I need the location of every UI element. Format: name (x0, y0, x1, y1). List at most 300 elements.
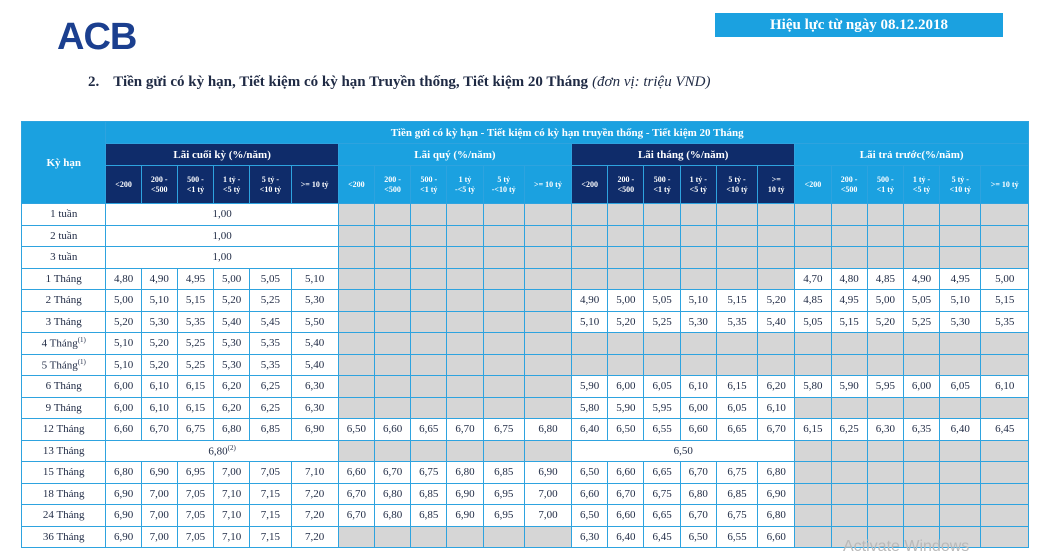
empty-cell (447, 311, 483, 333)
rate-cell: 7,10 (214, 483, 250, 505)
rate-cell: 6,90 (524, 462, 571, 484)
rate-cell: 6,90 (106, 505, 141, 527)
empty-cell (795, 247, 831, 269)
tier-header-lai-cuoi-ky-4 (250, 166, 291, 204)
tier-label: 500 - (653, 174, 671, 184)
rate-cell: 5,20 (758, 290, 795, 312)
empty-cell (831, 505, 867, 527)
empty-cell (981, 483, 1029, 505)
empty-cell (867, 483, 903, 505)
empty-cell (411, 311, 447, 333)
term-cell: 3 tuần (22, 247, 106, 269)
empty-cell (680, 247, 716, 269)
rate-cell: 6,85 (411, 483, 447, 505)
tier-label: >= (771, 174, 781, 184)
rate-cell: 6,85 (411, 505, 447, 527)
rate-cell: 5,00 (981, 268, 1029, 290)
empty-cell (903, 247, 939, 269)
rate-cell: 5,95 (867, 376, 903, 398)
rate-cell: 6,55 (716, 526, 757, 548)
rate-cell: 5,00 (608, 290, 644, 312)
rate-cell: 6,95 (483, 483, 524, 505)
tier-label: <1 tỷ (653, 184, 671, 194)
empty-cell (572, 204, 608, 226)
tier-header-lai-cuoi-ky-5 (291, 166, 338, 204)
tier-label: >= 10 tỷ (990, 179, 1019, 189)
rate-cell: 6,95 (483, 505, 524, 527)
empty-cell (524, 354, 571, 376)
tier-label: <5 tỷ (689, 184, 707, 194)
rate-cell: 6,75 (177, 419, 213, 441)
empty-cell (831, 440, 867, 462)
empty-cell (831, 462, 867, 484)
rate-cell: 5,35 (250, 333, 291, 355)
rate-cell-merged: 1,00 (106, 204, 338, 226)
empty-cell (483, 204, 524, 226)
table-row (22, 376, 1029, 398)
empty-cell (338, 204, 374, 226)
rate-cell: 5,30 (141, 311, 177, 333)
tier-header-lai-thang-1 (608, 166, 644, 204)
rate-cell: 6,40 (572, 419, 608, 441)
table-row (22, 225, 1029, 247)
rate-cell: 6,95 (177, 462, 213, 484)
rate-cell: 6,50 (680, 526, 716, 548)
table-row (22, 311, 1029, 333)
rate-cell: 5,25 (903, 311, 939, 333)
rate-cell: 5,30 (214, 333, 250, 355)
empty-cell (374, 268, 410, 290)
empty-cell (981, 354, 1029, 376)
rate-cell: 6,80 (374, 505, 410, 527)
rate-cell: 5,15 (831, 311, 867, 333)
term-cell: 24 Tháng (22, 505, 106, 527)
rate-cell: 4,80 (106, 268, 141, 290)
empty-cell (483, 268, 524, 290)
footnote-marker: (2) (227, 443, 236, 452)
rate-cell: 6,00 (903, 376, 939, 398)
group-header-lai-tra-truoc: Lãi trả trước(%/năm) (795, 144, 1029, 166)
footnote-marker: (1) (77, 357, 86, 366)
empty-cell (524, 247, 571, 269)
rate-cell: 5,00 (214, 268, 250, 290)
empty-cell (940, 505, 981, 527)
empty-cell (411, 268, 447, 290)
rate-cell: 7,00 (141, 526, 177, 548)
rate-cell: 6,55 (644, 419, 680, 441)
tier-label: 5 tỷ - (951, 174, 969, 184)
empty-cell (572, 268, 608, 290)
empty-cell (981, 526, 1029, 548)
term-cell: 2 Tháng (22, 290, 106, 312)
empty-cell (338, 268, 374, 290)
empty-cell (940, 397, 981, 419)
empty-cell (572, 225, 608, 247)
rate-cell: 6,65 (644, 462, 680, 484)
tier-header-lai-cuoi-ky-1 (141, 166, 177, 204)
rate-cell-merged: 1,00 (106, 247, 338, 269)
empty-cell (524, 526, 571, 548)
tier-label: <500 (384, 184, 401, 194)
rate-cell: 6,90 (141, 462, 177, 484)
empty-cell (940, 225, 981, 247)
empty-cell (338, 354, 374, 376)
rate-cell: 7,00 (141, 505, 177, 527)
empty-cell (831, 483, 867, 505)
tier-label: >= 10 tỷ (534, 179, 562, 189)
term-header: Kỳ hạn (22, 122, 106, 204)
rate-cell: 6,85 (483, 462, 524, 484)
section-number: 2. (88, 74, 100, 90)
empty-cell (758, 204, 795, 226)
rate-cell: 6,60 (338, 462, 374, 484)
empty-cell (940, 483, 981, 505)
rate-cell: 6,70 (141, 419, 177, 441)
empty-cell (716, 354, 757, 376)
empty-cell (447, 376, 483, 398)
tier-header-lai-thang-2 (644, 166, 680, 204)
tier-label: 10 tỷ (767, 184, 785, 194)
empty-cell (831, 225, 867, 247)
rate-cell: 6,70 (338, 505, 374, 527)
empty-cell (680, 333, 716, 355)
empty-cell (940, 354, 981, 376)
empty-cell (447, 225, 483, 247)
empty-cell (411, 204, 447, 226)
rate-cell: 4,80 (831, 268, 867, 290)
empty-cell (374, 440, 410, 462)
term-cell: 6 Tháng (22, 376, 106, 398)
rate-cell: 6,75 (716, 505, 757, 527)
empty-cell (374, 247, 410, 269)
rate-cell: 5,40 (291, 333, 338, 355)
empty-cell (795, 333, 831, 355)
rate-cell: 6,00 (680, 397, 716, 419)
effective-date-banner: Hiệu lực từ ngày 08.12.2018 (715, 13, 1003, 37)
rate-cell: 5,25 (250, 290, 291, 312)
empty-cell (483, 376, 524, 398)
tier-label: <1 tỷ (420, 184, 438, 194)
empty-cell (524, 397, 571, 419)
footnote-marker: (1) (77, 336, 86, 345)
rate-cell: 6,90 (106, 483, 141, 505)
tier-header-lai-thang-4 (716, 166, 757, 204)
empty-cell (483, 397, 524, 419)
tier-header-lai-tra-truoc-0 (795, 166, 831, 204)
rate-cell: 6,30 (572, 526, 608, 548)
empty-cell (644, 247, 680, 269)
empty-cell (758, 333, 795, 355)
rate-cell: 6,85 (716, 483, 757, 505)
rate-cell: 5,10 (106, 354, 141, 376)
rate-cell: 6,30 (291, 397, 338, 419)
tier-label: <1 tỷ (876, 184, 894, 194)
rate-cell: 5,20 (141, 354, 177, 376)
empty-cell (338, 440, 374, 462)
rate-cell: 6,60 (608, 462, 644, 484)
empty-cell (411, 333, 447, 355)
rate-cell: 7,15 (250, 505, 291, 527)
tier-label: 500 - (187, 174, 204, 184)
tier-header-lai-tra-truoc-5 (981, 166, 1029, 204)
rate-cell: 5,80 (572, 397, 608, 419)
rate-cell: 6,60 (608, 505, 644, 527)
empty-cell (524, 290, 571, 312)
rate-cell: 6,80 (106, 462, 141, 484)
empty-cell (940, 247, 981, 269)
rate-cell: 7,00 (214, 462, 250, 484)
table-row (22, 505, 1029, 527)
empty-cell (940, 462, 981, 484)
rate-cell: 6,75 (483, 419, 524, 441)
empty-cell (644, 268, 680, 290)
tier-label: <10 tỷ (726, 184, 748, 194)
empty-cell (338, 247, 374, 269)
rate-cell: 6,15 (177, 397, 213, 419)
empty-cell (644, 333, 680, 355)
rate-cell: 6,60 (680, 419, 716, 441)
rate-cell: 4,85 (867, 268, 903, 290)
empty-cell (338, 225, 374, 247)
main-header: Tiền gửi có kỳ hạn - Tiết kiệm có kỳ hạn truyền thống - Tiết kiệm 20 Tháng (106, 122, 1029, 144)
rate-cell: 6,10 (141, 397, 177, 419)
term-cell: 13 Tháng (22, 440, 106, 462)
rate-cell: 6,05 (644, 376, 680, 398)
empty-cell (411, 397, 447, 419)
empty-cell (644, 225, 680, 247)
empty-cell (795, 204, 831, 226)
empty-cell (572, 354, 608, 376)
empty-cell (411, 440, 447, 462)
empty-cell (338, 526, 374, 548)
rate-cell: 6,30 (867, 419, 903, 441)
empty-cell (758, 354, 795, 376)
empty-cell (940, 333, 981, 355)
table-row (22, 440, 1029, 462)
empty-cell (903, 354, 939, 376)
empty-cell (716, 333, 757, 355)
rate-cell: 6,60 (572, 483, 608, 505)
rate-cell: 6,70 (608, 483, 644, 505)
rate-cell: 5,35 (981, 311, 1029, 333)
empty-cell (716, 204, 757, 226)
empty-cell (524, 204, 571, 226)
tier-label: <1 tỷ (186, 184, 205, 194)
empty-cell (608, 354, 644, 376)
empty-cell (608, 225, 644, 247)
empty-cell (374, 204, 410, 226)
rate-cell: 7,10 (214, 505, 250, 527)
tier-label: <5 tỷ (912, 184, 931, 194)
empty-cell (867, 354, 903, 376)
empty-cell (608, 268, 644, 290)
empty-cell (831, 333, 867, 355)
rate-cell: 4,90 (572, 290, 608, 312)
rate-cell: 6,50 (338, 419, 374, 441)
rate-cell: 5,35 (250, 354, 291, 376)
empty-cell (447, 354, 483, 376)
term-cell: 2 tuần (22, 225, 106, 247)
rate-cell: 6,70 (374, 462, 410, 484)
tier-label: <5 tỷ (223, 184, 241, 194)
term-cell: 36 Tháng (22, 526, 106, 548)
section-title: Tiền gửi có kỳ hạn, Tiết kiệm có kỳ hạn Truyền thống, Tiết kiệm 20 Tháng (113, 74, 589, 90)
term-cell: 12 Tháng (22, 419, 106, 441)
empty-cell (758, 247, 795, 269)
empty-cell (483, 311, 524, 333)
tier-header-lai-quy-2 (411, 166, 447, 204)
empty-cell (447, 268, 483, 290)
empty-cell (338, 376, 374, 398)
rate-cell: 6,80 (374, 483, 410, 505)
rate-cell: 4,70 (795, 268, 831, 290)
rate-cell: 7,20 (291, 505, 338, 527)
rate-cell: 4,95 (177, 268, 213, 290)
rate-cell: 5,20 (141, 333, 177, 355)
empty-cell (374, 311, 410, 333)
empty-cell (680, 225, 716, 247)
empty-cell (867, 204, 903, 226)
rate-cell: 5,20 (867, 311, 903, 333)
rate-cell: 7,00 (141, 483, 177, 505)
empty-cell (903, 397, 939, 419)
rate-cell: 6,25 (250, 397, 291, 419)
table-row (22, 483, 1029, 505)
rate-cell: 5,80 (795, 376, 831, 398)
tier-header-lai-quy-0 (338, 166, 374, 204)
empty-cell (483, 440, 524, 462)
rate-cell: 7,05 (177, 526, 213, 548)
rate-cell: 7,05 (177, 505, 213, 527)
rate-cell: 4,90 (903, 268, 939, 290)
empty-cell (831, 247, 867, 269)
empty-cell (981, 397, 1029, 419)
term-cell: 3 Tháng (22, 311, 106, 333)
tier-label: 500 - (420, 174, 438, 184)
empty-cell (447, 440, 483, 462)
tier-label: 5 tỷ (497, 174, 511, 184)
empty-cell (795, 483, 831, 505)
empty-cell (447, 333, 483, 355)
rate-cell: 5,10 (106, 333, 141, 355)
empty-cell (524, 333, 571, 355)
rate-cell: 5,20 (608, 311, 644, 333)
table-row (22, 419, 1029, 441)
empty-cell (644, 354, 680, 376)
empty-cell (867, 333, 903, 355)
rate-cell: 7,20 (291, 483, 338, 505)
tier-header-lai-tra-truoc-3 (903, 166, 939, 204)
empty-cell (411, 225, 447, 247)
rate-cell: 6,00 (608, 376, 644, 398)
empty-cell (374, 333, 410, 355)
rate-cell: 6,65 (716, 419, 757, 441)
empty-cell (483, 333, 524, 355)
rate-cell: 5,15 (177, 290, 213, 312)
tier-label: <200 (581, 179, 598, 189)
tier-label: >= 10 tỷ (300, 179, 329, 189)
tier-label: 5 tỷ - (261, 174, 280, 184)
tier-label: 200 - (150, 174, 168, 184)
rate-cell: 5,90 (831, 376, 867, 398)
rate-cell: 6,45 (644, 526, 680, 548)
rate-cell: 7,00 (524, 505, 571, 527)
empty-cell (447, 526, 483, 548)
tier-label: <500 (617, 184, 635, 194)
tier-label: <10 tỷ (949, 184, 971, 194)
tier-header-lai-quy-5 (524, 166, 571, 204)
tier-label: <500 (840, 184, 858, 194)
rate-cell: 5,30 (940, 311, 981, 333)
empty-cell (374, 526, 410, 548)
rate-cell: 5,00 (867, 290, 903, 312)
rate-cell: 7,10 (291, 462, 338, 484)
empty-cell (981, 204, 1029, 226)
empty-cell (795, 225, 831, 247)
rate-cell: 6,60 (106, 419, 141, 441)
empty-cell (940, 440, 981, 462)
rate-cell: 6,75 (411, 462, 447, 484)
rate-cell: 6,15 (795, 419, 831, 441)
tier-label: 200 - (617, 174, 635, 184)
tier-label: -<10 tỷ (491, 184, 516, 194)
rate-cell: 6,30 (291, 376, 338, 398)
rate-cell: 6,70 (338, 483, 374, 505)
rate-cell: 5,05 (644, 290, 680, 312)
rate-cell: 7,05 (250, 462, 291, 484)
rate-cell-merged: 1,00 (106, 225, 338, 247)
empty-cell (524, 268, 571, 290)
rate-cell: 6,20 (214, 376, 250, 398)
tier-label: 200 - (840, 174, 858, 184)
empty-cell (447, 247, 483, 269)
rate-cell: 6,00 (106, 376, 141, 398)
rate-cell: 6,90 (291, 419, 338, 441)
rate-cell: 6,60 (374, 419, 410, 441)
empty-cell (411, 247, 447, 269)
empty-cell (411, 526, 447, 548)
rate-cell: 6,80 (524, 419, 571, 441)
empty-cell (524, 440, 571, 462)
empty-cell (867, 440, 903, 462)
empty-cell (572, 247, 608, 269)
logo-text: ACB (57, 16, 137, 58)
rate-cell: 7,15 (250, 526, 291, 548)
rate-cell: 7,20 (291, 526, 338, 548)
empty-cell (795, 397, 831, 419)
empty-cell (758, 225, 795, 247)
empty-cell (795, 526, 831, 548)
empty-cell (447, 397, 483, 419)
term-cell: 15 Tháng (22, 462, 106, 484)
rate-cell: 5,35 (177, 311, 213, 333)
rate-cell: 5,15 (981, 290, 1029, 312)
empty-cell (572, 333, 608, 355)
rate-cell: 7,10 (214, 526, 250, 548)
empty-cell (981, 440, 1029, 462)
table-row (22, 268, 1029, 290)
rate-cell: 6,70 (680, 462, 716, 484)
rate-cell: 5,05 (795, 311, 831, 333)
rate-cell: 5,15 (716, 290, 757, 312)
rate-cell: 6,35 (903, 419, 939, 441)
tier-label: <10 tỷ (259, 184, 281, 194)
empty-cell (795, 440, 831, 462)
empty-cell (903, 204, 939, 226)
rate-cell: 5,90 (608, 397, 644, 419)
group-header-lai-cuoi-ky: Lãi cuối kỳ (%/năm) (106, 144, 338, 166)
rate-cell: 5,05 (250, 268, 291, 290)
